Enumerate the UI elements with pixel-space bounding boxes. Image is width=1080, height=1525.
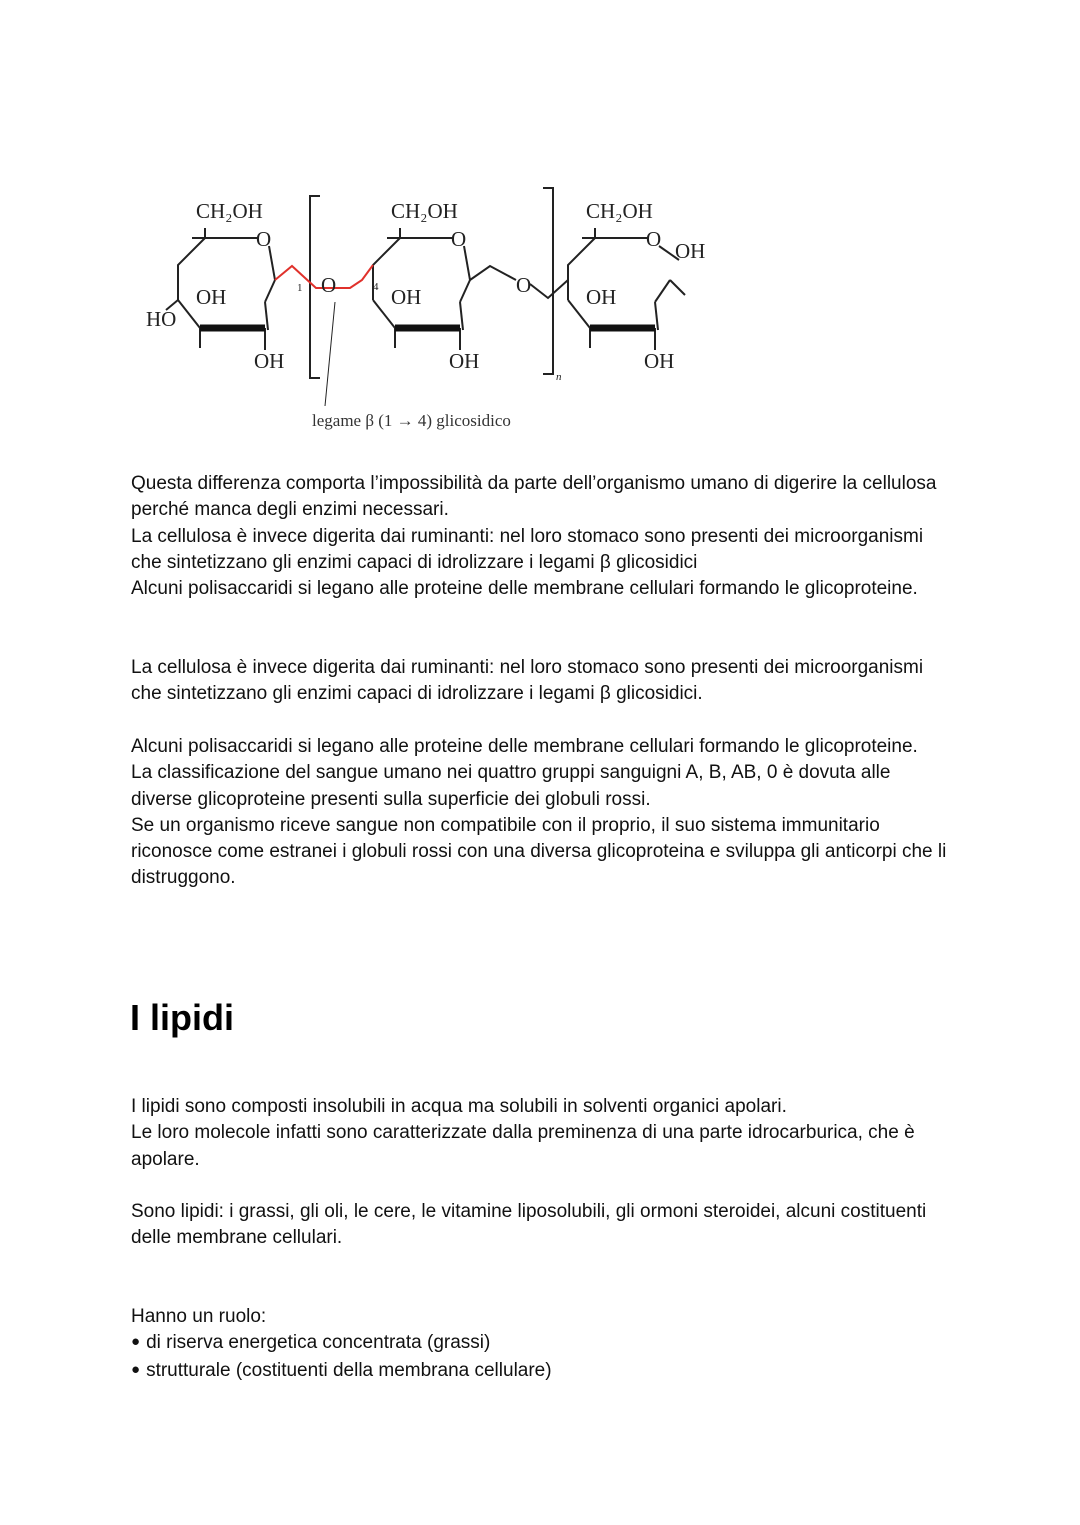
paragraph-block-3 [131,734,951,892]
paragraph-blood-groups: La classificazione del sangue umano nei quattro gruppi sanguigni A, B, AB, 0 è dovuta alle diverse glicoproteine presenti sulla superficie dei globuli rossi. [131,762,891,810]
paragraph-glycoproteins: Alcuni polisaccaridi si legano alle proteine delle membrane cellulari formando le glicoproteine. [131,578,918,600]
oh-label-bottom-1: OH [254,349,285,373]
cellulose-svg [130,180,750,440]
repeat-n-label: n [556,371,562,383]
cellulose-structure-diagram [130,180,750,440]
bridge-oxygen-2: O [516,273,532,297]
ch2oh-label-1: CH₂OH [196,199,263,223]
ring-oxygen-2: O [451,227,467,251]
oh-label-bottom-3: OH [644,349,675,373]
ho-label: HO [146,307,177,331]
paragraph-lipids-apolar: Le loro molecole infatti sono caratterizzate dalla preminenza di una parte idrocarburica, che è apolare. [131,1122,915,1170]
oh-label-ring2: OH [391,285,422,309]
paragraph-block-lipids [131,1094,951,1173]
paragraph-immune-response: Se un organismo riceve sangue non compatibile con il proprio, il suo sistema immunitario riconosce come estranei i globuli rossi con una diversa glicoproteina e sviluppa gli anticorpi che li distruggono. [131,814,947,889]
ring-oxygen-1: O [256,227,272,251]
paragraph-block-1 [131,471,951,602]
oh-label-ring1: OH [196,285,227,309]
ring-oxygen-3: O [646,227,662,251]
diagram-caption: legame β (1 → 4) glicosidico [312,411,511,430]
ch2oh-label-2: CH₂OH [391,199,458,223]
paragraph-digestion: Questa differenza comporta l’impossibilità da parte dell’organismo umano di digerire la cellulosa perché manca degli enzimi necessari. [131,473,937,521]
bridge-oxygen-1: O [321,273,337,297]
list-item: ● strutturale (costituenti della membrana cellulare) [131,1358,951,1385]
roles-block [131,1304,951,1385]
roles-intro: Hanno un ruolo: [131,1306,267,1327]
oh-label-bottom-2: OH [449,349,480,373]
list-item: ● di riserva energetica concentrata (grassi) [131,1330,951,1357]
section-title-lipidi: I lipidi [130,997,234,1038]
ch2oh-label-3: CH₂OH [586,199,653,223]
oh-label-ring3: OH [586,285,617,309]
paragraph-ruminants: La cellulosa è invece digerita dai ruminanti: nel loro stomaco sono presenti dei microorganismi che sintetizzano gli enzimi capaci di idrolizzare i legami β glicosidici [131,525,924,573]
paragraph-glycoproteins-repeat: Alcuni polisaccaridi si legano alle proteine delle membrane cellulari formando le glicoproteine. [131,736,918,757]
paragraph-lipid-types: Sono lipidi: i grassi, gli oli, le cere, le vitamine liposolubili, gli ormoni steroidei, alcuni costituenti delle membrane cellulari. [131,1201,927,1249]
position-4-label: 4 [373,281,379,293]
roles-list [131,1330,951,1385]
position-1-label: 1 [297,282,303,294]
oh-label-anomeric: OH [675,239,706,263]
paragraph-lipids-definition: I lipidi sono composti insolubili in acqua ma solubili in solventi organici apolari. [131,1096,787,1117]
paragraph-ruminants-repeat: La cellulosa è invece digerita dai ruminanti: nel loro stomaco sono presenti dei microorganismi che sintetizzano gli enzimi capaci di idrolizzare i legami β glicosidici. [131,657,924,705]
